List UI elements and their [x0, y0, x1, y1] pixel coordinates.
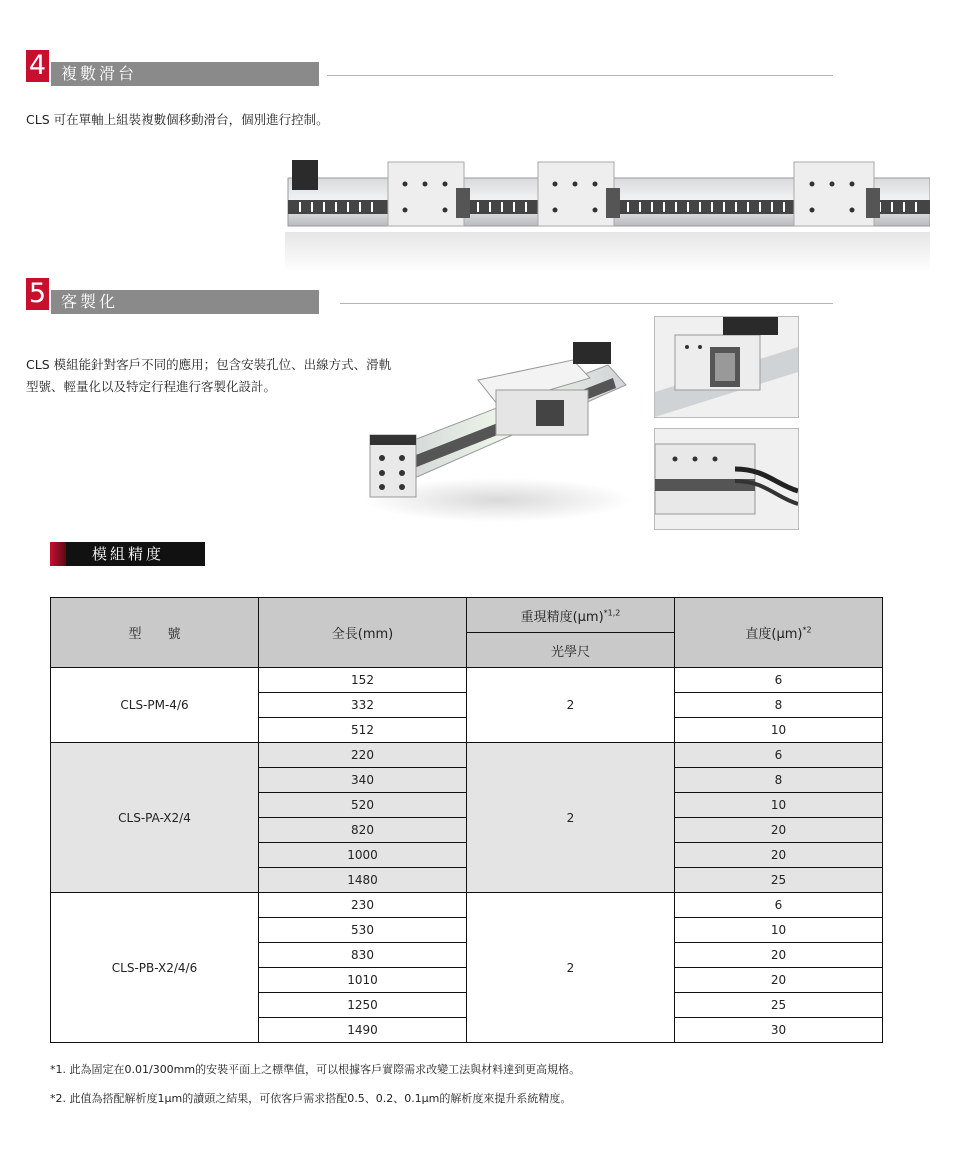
section-5-title: 客製化 [51, 290, 319, 314]
length-cell: 820 [259, 818, 467, 843]
straightness-cell: 6 [675, 743, 883, 768]
straightness-cell: 20 [675, 943, 883, 968]
straightness-cell: 10 [675, 918, 883, 943]
straightness-cell: 8 [675, 768, 883, 793]
multi-slide-rail-photo [280, 150, 930, 275]
section-5-rule [340, 303, 833, 304]
length-cell: 512 [259, 718, 467, 743]
header-straightness-footnote: *2 [802, 625, 812, 635]
length-cell: 332 [259, 693, 467, 718]
length-cell: 152 [259, 668, 467, 693]
section-5-text-line-2: 型號、輕量化以及特定行程進行客製化設計。 [26, 379, 277, 394]
section-4-header [26, 50, 326, 83]
length-cell: 520 [259, 793, 467, 818]
accuracy-heading [50, 542, 205, 566]
straightness-cell: 10 [675, 718, 883, 743]
section-5-number: 5 [26, 278, 49, 310]
section-4-text: CLS 可在單軸上組裝複數個移動滑台，個別進行控制。 [26, 112, 329, 127]
footnote-1: *1. 此為固定在0.01/300mm的安裝平面上之標準值，可以根據客戶實際需求改變工法與材料達到更高規格。 [50, 1063, 581, 1076]
straightness-cell: 20 [675, 818, 883, 843]
straightness-cell: 30 [675, 1018, 883, 1043]
model-cell: CLS-PM-4/6 [51, 668, 259, 743]
table-row [51, 893, 883, 918]
length-cell: 1250 [259, 993, 467, 1018]
repeat-cell: 2 [467, 743, 675, 893]
straightness-cell: 6 [675, 893, 883, 918]
custom-module-photo [358, 330, 638, 525]
header-repeat [467, 598, 675, 633]
length-cell: 830 [259, 943, 467, 968]
section-5-text-line-1: CLS 模組能針對客戶不同的應用；包含安裝孔位、出線方式、滑軌 [26, 357, 392, 372]
repeat-cell: 2 [467, 668, 675, 743]
accuracy-table [50, 597, 883, 1043]
section-4-title: 複數滑台 [51, 62, 319, 86]
footnote-2: *2. 此值為搭配解析度1μm的讀頭之結果，可依客戶需求搭配0.5、0.2、0.1μm的解析度來提升系統精度。 [50, 1092, 572, 1105]
header-straightness [675, 598, 883, 668]
length-cell: 1490 [259, 1018, 467, 1043]
straightness-cell: 20 [675, 843, 883, 868]
header-optical-scale: 光學尺 [467, 633, 675, 668]
length-cell: 530 [259, 918, 467, 943]
straightness-cell: 20 [675, 968, 883, 993]
straightness-cell: 6 [675, 668, 883, 693]
header-length-label: 全長(mm) [331, 627, 394, 642]
accuracy-heading-title: 模組精度 [92, 545, 165, 563]
straightness-cell: 25 [675, 868, 883, 893]
repeat-cell: 2 [467, 893, 675, 1043]
length-cell: 340 [259, 768, 467, 793]
header-length [259, 598, 467, 668]
straightness-cell: 10 [675, 793, 883, 818]
length-cell: 1010 [259, 968, 467, 993]
model-cell: CLS-PB-X2/4/6 [51, 893, 259, 1043]
table-row [51, 743, 883, 768]
model-cell: CLS-PA-X2/4 [51, 743, 259, 893]
section-4-rule [327, 75, 833, 76]
header-straightness-label: 直度(μm) [745, 627, 803, 642]
length-cell: 1480 [259, 868, 467, 893]
detail-photo-top [654, 316, 799, 418]
header-model: 型 號 [51, 598, 259, 668]
detail-photo-bottom [654, 428, 799, 530]
length-cell: 230 [259, 893, 467, 918]
length-cell: 1000 [259, 843, 467, 868]
straightness-cell: 8 [675, 693, 883, 718]
header-repeat-label: 重現精度(μm) [520, 609, 604, 625]
straightness-cell: 25 [675, 993, 883, 1018]
section-5-header [26, 278, 326, 311]
length-cell: 220 [259, 743, 467, 768]
table-row [51, 668, 883, 693]
header-repeat-footnote: *1,2 [603, 608, 621, 618]
accuracy-heading-accent [50, 542, 66, 566]
section-4-number: 4 [26, 50, 49, 82]
